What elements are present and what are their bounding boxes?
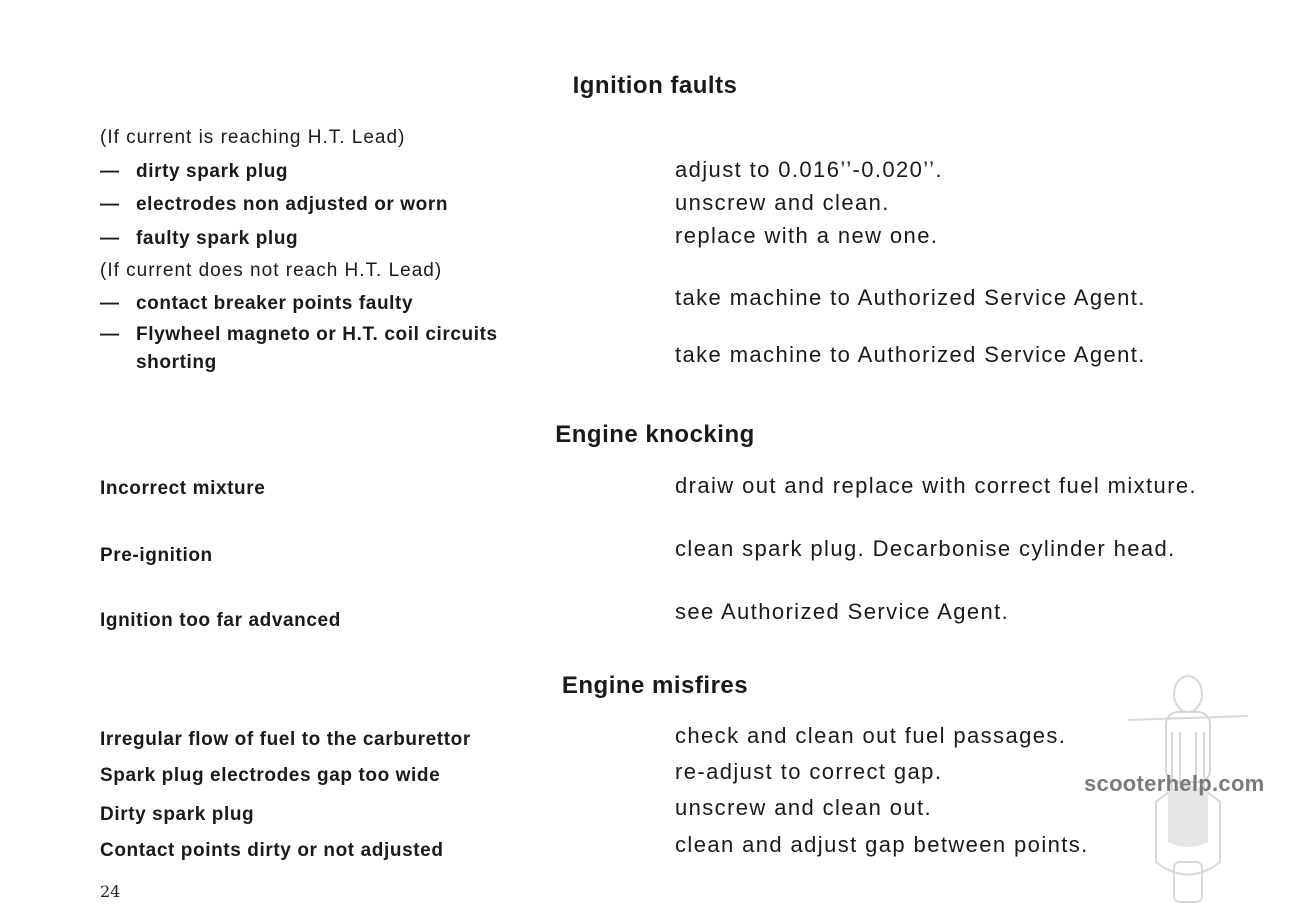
- fault-cause: — electrodes non adjusted or worn: [100, 191, 676, 219]
- fault-remedy: take machine to Authorized Service Agent.: [675, 285, 1146, 310]
- fault-cause: Pre-ignition: [100, 545, 213, 566]
- fault-cause: Spark plug electrodes gap too wide: [100, 765, 441, 786]
- fault-remedy: unscrew and clean out.: [675, 795, 933, 820]
- condition-note: (If current does not reach H.T. Lead): [100, 260, 443, 281]
- fault-cause: Contact points dirty or not adjusted: [100, 840, 444, 861]
- condition-note: (If current is reaching H.T. Lead): [100, 127, 406, 148]
- fault-cause: Incorrect mixture: [100, 478, 266, 499]
- fault-remedy: adjust to 0.016’’-0.020’’.: [675, 157, 943, 182]
- section-title-engine-knocking: Engine knocking: [555, 421, 755, 448]
- fault-remedy: replace with a new one.: [675, 223, 939, 248]
- fault-cause: Dirty spark plug: [100, 804, 255, 825]
- fault-remedy: take machine to Authorized Service Agent.: [675, 342, 1146, 367]
- fault-remedy: unscrew and clean.: [675, 190, 890, 215]
- section-title-engine-misfires: Engine misfires: [561, 672, 749, 699]
- section-title-ignition-faults: Ignition faults: [572, 72, 738, 99]
- fault-cause: — contact breaker points faulty: [100, 290, 676, 318]
- fault-cause: — dirty spark plug: [100, 158, 676, 186]
- fault-cause: [100, 321, 676, 377]
- watermark-text: scooterhelp.com: [1084, 771, 1265, 796]
- fault-cause: Irregular flow of fuel to the carburettor: [100, 729, 471, 750]
- fault-remedy: clean and adjust gap between points.: [675, 832, 1089, 857]
- fault-remedy: re-adjust to correct gap.: [675, 759, 943, 784]
- fault-remedy: check and clean out fuel passages.: [675, 723, 1067, 748]
- fault-remedy: clean spark plug. Decarbonise cylinder head.: [675, 536, 1176, 561]
- fault-remedy: see Authorized Service Agent.: [675, 599, 1010, 624]
- fault-cause-line-2: shorting: [136, 352, 217, 373]
- fault-cause: Ignition too far advanced: [100, 610, 341, 631]
- page-number: 24: [100, 882, 121, 901]
- fault-cause: — faulty spark plug: [100, 225, 676, 253]
- fault-cause-line-1: — Flywheel magneto or H.T. coil circuits: [136, 324, 498, 345]
- fault-remedy: draiw out and replace with correct fuel mixture.: [675, 473, 1198, 498]
